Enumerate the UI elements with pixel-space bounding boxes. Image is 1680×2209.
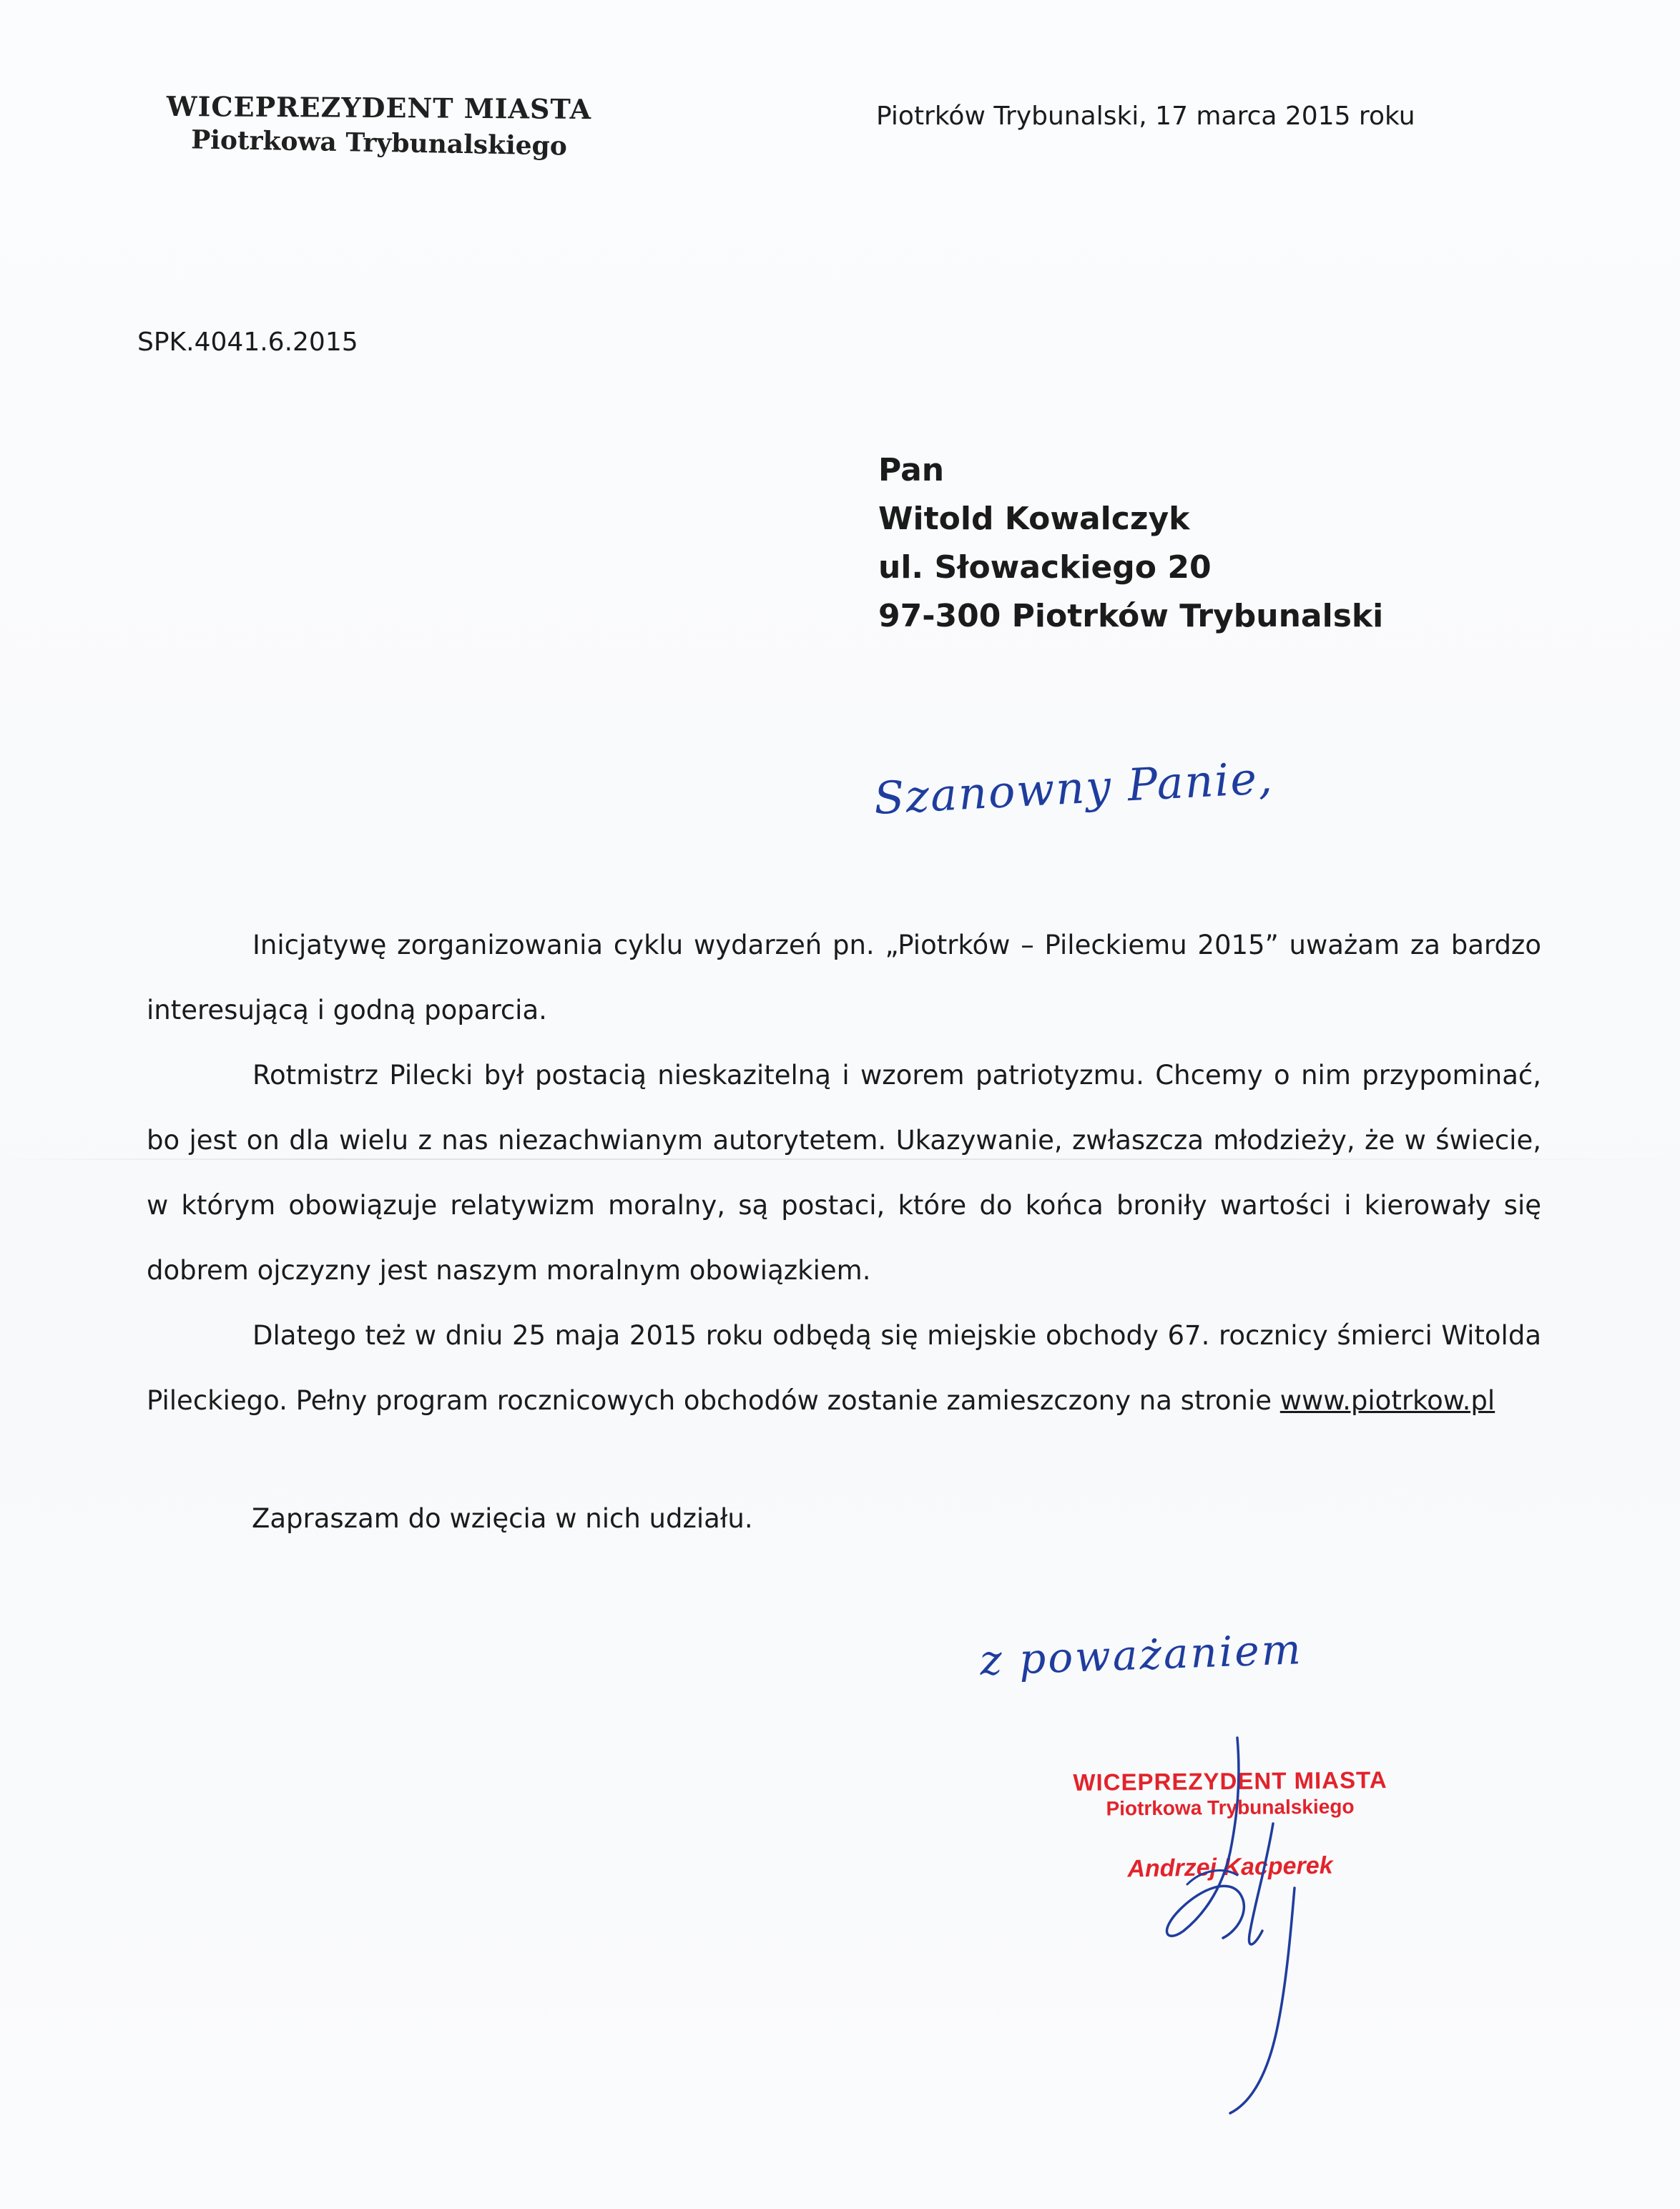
- header-stamp-title: WICEPREZYDENT MIASTA: [166, 89, 592, 126]
- signature-flourish: [1187, 1871, 1237, 1884]
- signature-stamp-title: WICEPREZYDENT MIASTA: [1073, 1766, 1387, 1796]
- letter-date: Piotrków Trybunalski, 17 marca 2015 roku: [876, 102, 1415, 131]
- body-paragraph-3: [147, 1303, 1541, 1433]
- signature-stamp-city: Piotrkowa Trybunalskiego: [1106, 1795, 1355, 1820]
- signature-stroke: [1166, 1738, 1295, 2113]
- recipient-street: ul. Słowackiego 20: [878, 549, 1212, 586]
- header-stamp-city: Piotrkowa Trybunalskiego: [190, 124, 568, 162]
- header-stamp: [164, 89, 594, 162]
- handwritten-closing: z poważaniem: [978, 1625, 1304, 1685]
- body-paragraph-1: Inicjatywę zorganizowania cyklu wydarzeń pn. „Piotrków – Pileckiemu 2015” uważam za bardzo interesującą i godną poparcia.: [147, 930, 1541, 1025]
- recipient-salutation: Pan: [878, 452, 945, 488]
- signature-stamp-name: Andrzej Kacperek: [1127, 1851, 1333, 1883]
- reference-number: SPK.4041.6.2015: [137, 328, 358, 357]
- recipient-name: Witold Kowalczyk: [878, 501, 1190, 537]
- recipient-city: 97-300 Piotrków Trybunalski: [878, 598, 1384, 634]
- body-paragraph-3-text: Dlatego też w dniu 25 maja 2015 roku odbędą się miejskie obchody 67. rocznicy śmierci Witolda Pileckiego. Pełny program rocznicowych obchodów zostanie zamieszczony na stronie: [147, 1320, 1541, 1416]
- website-link[interactable]: www.piotrkow.pl: [1279, 1385, 1495, 1416]
- handwritten-greeting: Szanowny Panie,: [873, 751, 1275, 825]
- body-paragraph-2: Rotmistrz Pilecki był postacią nieskazitelną i wzorem patriotyzmu. Chcemy o nim przypominać, bo jest on dla wielu z nas niezachwianym autorytetem. Ukazywanie, zwłaszcza młodzieży, że w świecie, w którym obowiązuje relatywizm moralny, są postaci, które do końca broniły wartości i kierowały się dobrem ojczyzny jest naszym moralnym obowiązkiem.: [147, 1060, 1541, 1286]
- body-paragraph-4: Zapraszam do wzięcia w nich udziału.: [252, 1503, 753, 1534]
- handwritten-signature: [1058, 1716, 1359, 2117]
- recipient-address: [878, 446, 1383, 641]
- letter-body: [147, 912, 1541, 1433]
